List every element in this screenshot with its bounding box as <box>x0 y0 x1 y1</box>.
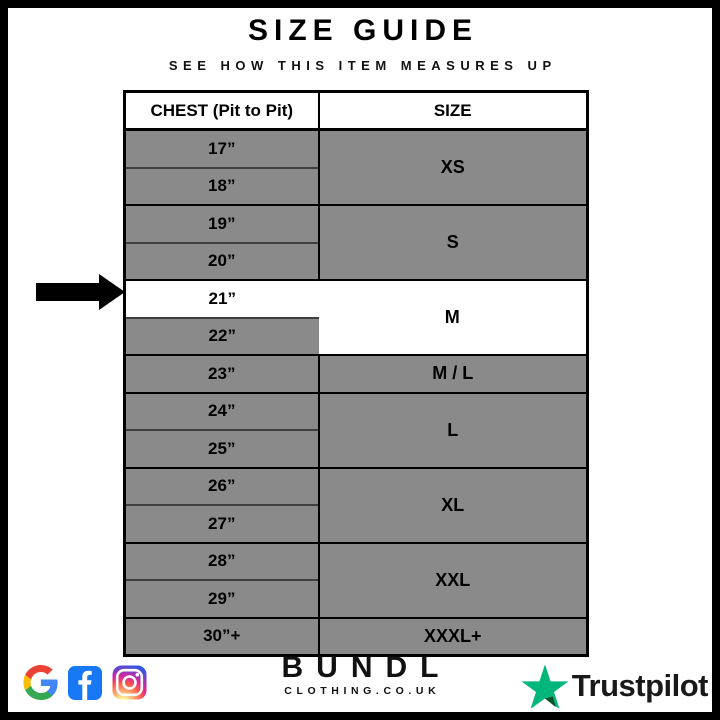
trustpilot-label: Trustpilot <box>571 668 708 703</box>
size-cell: XXXL+ <box>319 618 588 656</box>
google-icon <box>23 665 58 700</box>
chest-cell: 24” <box>125 393 319 431</box>
chest-cell: 25” <box>125 430 319 468</box>
table-row <box>125 393 588 431</box>
size-column-header: SIZE <box>319 92 588 130</box>
table-row <box>125 355 588 393</box>
chest-cell: 30”+ <box>125 618 319 656</box>
size-cell: XXL <box>319 543 588 618</box>
size-table <box>123 90 589 657</box>
page-subtitle: SEE HOW THIS ITEM MEASURES UP <box>168 58 557 73</box>
arrow-head <box>99 274 125 310</box>
chest-cell: 18” <box>125 168 319 206</box>
table-row <box>125 468 588 506</box>
size-table-body <box>125 130 588 656</box>
chest-cell: 28” <box>125 543 319 581</box>
chest-cell: 19” <box>125 205 319 243</box>
social-icons <box>23 665 147 700</box>
instagram-icon <box>112 665 147 700</box>
trustpilot-star-icon <box>522 664 568 708</box>
table-header-row <box>125 92 588 130</box>
size-cell: XS <box>319 130 588 206</box>
arrow-shaft <box>36 283 99 301</box>
chest-column-header: CHEST (Pit to Pit) <box>125 92 319 130</box>
chest-cell: 17” <box>125 130 319 168</box>
facebook-icon <box>68 666 102 700</box>
brand-domain: CLOTHING.CO.UK <box>284 685 441 697</box>
chest-cell: 20” <box>125 243 319 281</box>
table-row <box>125 543 588 581</box>
brand-logo <box>269 652 452 697</box>
table-row <box>125 280 588 318</box>
brand-name: BUNDL <box>281 651 452 684</box>
size-cell: M / L <box>319 355 588 393</box>
table-row <box>125 205 588 243</box>
chest-cell: 22” <box>125 318 319 356</box>
chest-cell: 21” <box>125 280 319 318</box>
chest-cell: 27” <box>125 505 319 543</box>
table-row <box>125 130 588 168</box>
page-title: SIZE GUIDE <box>247 14 479 47</box>
size-cell: S <box>319 205 588 280</box>
size-cell: XL <box>319 468 588 543</box>
size-cell: L <box>319 393 588 468</box>
table-row <box>125 618 588 656</box>
size-cell: M <box>319 280 588 355</box>
chest-cell: 29” <box>125 580 319 618</box>
chest-cell: 23” <box>125 355 319 393</box>
trustpilot-logo <box>522 664 708 708</box>
chest-cell: 26” <box>125 468 319 506</box>
current-size-arrow-icon <box>36 274 125 310</box>
